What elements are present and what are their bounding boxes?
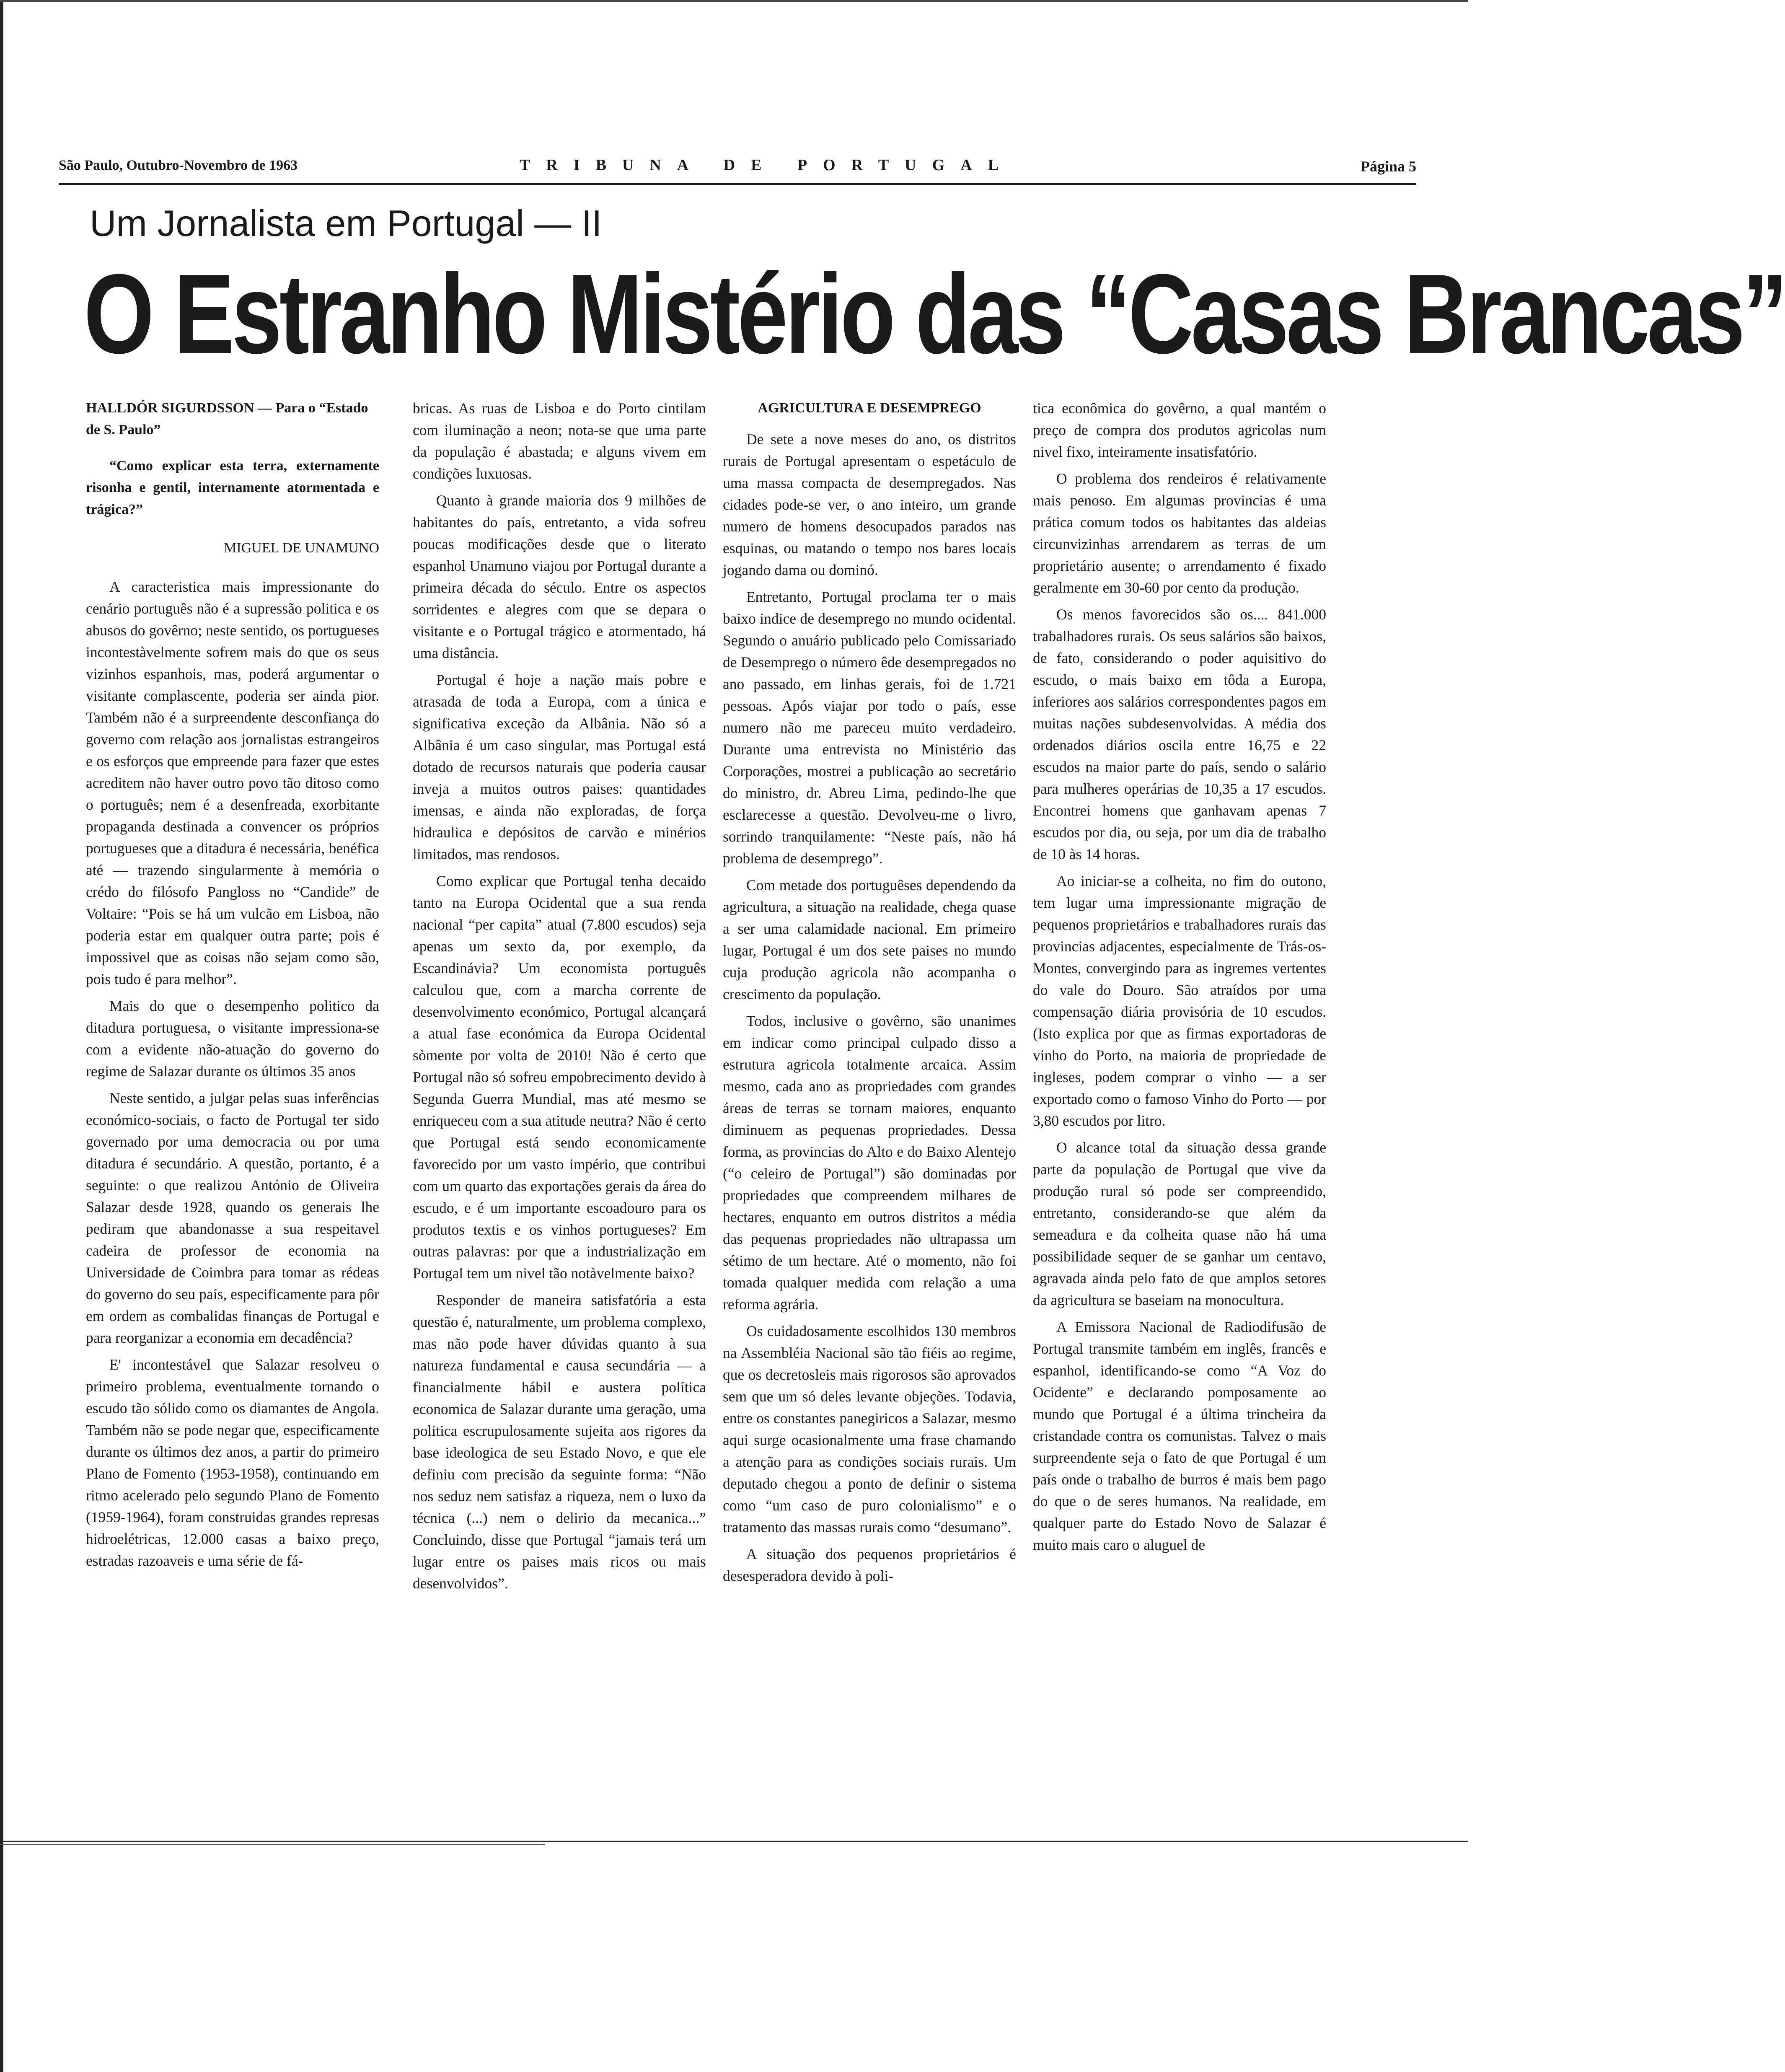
paragraph: A Emissora Nacional de Radiodifusão de Portugal transmite também em inglês, francês e espanhol, identificando-se como “A Voz do Ocidente” e declarando pomposamente ao mundo que Portugal é a última trincheira da cristandade contra os comunistas. Talvez o mais surpreendente seja o fato de que Portugal é um país onde o trabalho de burros é mais bem pago do que o de seres humanos. Na realidade, em qualquer parte do Estado Novo de Salazar é muito mais caro o aluguel de bbox=[1033, 1318, 1326, 1553]
column-2 bbox=[413, 397, 706, 1594]
article-body bbox=[86, 397, 1364, 1780]
paragraph: Com metade dos portuguêses dependendo da agricultura, a situação na realidade, chega quase a ser uma calamidade nacional. Em primeiro lugar, Portugal é um dos sete paises no mundo cuja produção agricola não acompanha o crescimento da população. bbox=[723, 877, 1016, 1002]
paragraph: A caracteristica mais impressionante do cenário português não é a supressão politica e os abusos do govêrno; neste sentido, os portugueses incontestàvelmente sofrem mais do que os seus vizinhos espanhois, mas, poderá argumentar o visitante complascente, poderia ser ainda pior. Também não é a surpreendente desconfiança do governo com relação aos jornalistas estrangeiros e os esforços que empreende para fazer que estes acreditem não haver outro povo tão ditoso como o português; nem é a desenfreada, exorbitante propaganda destinada a convencer os próprios portugueses que a ditadura é necessária, benéfica até — trazendo singularmente à memória o crédo do filósofo Pangloss no “Candide” de Voltaire: “Pois se há um vulcão em Lisboa, não poderia estar em qualquer outra parte; pois é impossivel que as coisas não sejam como são, pois tudo é para melhor”. bbox=[86, 578, 379, 987]
paragraph: bricas. As ruas de Lisboa e do Porto cintilam com iluminação a neon; nota-se que uma parte da população é abastada; e alguns vivem em condições luxuosas. bbox=[413, 400, 706, 482]
epigraph-author: MIGUEL DE UNAMUNO bbox=[224, 540, 379, 556]
newspaper-name: TRIBUNA DE PORTUGAL bbox=[520, 156, 1014, 174]
paragraph: Responder de maneira satisfatória a esta questão é, naturalmente, um problema complexo, mas não pode haver dúvidas quanto à sua natureza fundamental e causa secundária — a financialmente hábil e austera política economica de Salazar durante uma geração, uma politica escrupulosamente sujeita aos rigores da base ideologica de seu Estado Novo, e que ele definiu com precisão da seguinte forma: “Não nos seduz nem satisfaz a riqueza, nem o luxo da técnica (...) nem o delirio da mecanica...” Concluindo, disse que Portugal “jamais terá um lugar entre os paises mais ricos ou mais desenvolvidos”. bbox=[413, 1292, 706, 1592]
column-1 bbox=[86, 397, 379, 1572]
header-rule bbox=[59, 183, 1416, 185]
running-head bbox=[59, 154, 1416, 179]
dateline: São Paulo, Outubro-Novembro de 1963 bbox=[59, 158, 298, 173]
paragraph: Entretanto, Portugal proclama ter o mais baixo indice de desemprego no mundo ocidental. Segundo o anuário publicado pelo Comissariado de Desemprego o número êde desempregados no ano passado, em linhas gerais, foi de 1.721 pessoas. Após viajar por todo o país, esse numero não me pareceu muito verdadeiro. Durante uma entrevista no Ministério das Corporações, mostrei a publicação ao secretário do ministro, dr. Abreu Lima, pedindo-lhe que esclarecesse a questão. Devolveu-me o livro, sorrindo tranquilamente: “Neste país, não há problema de desemprego”. bbox=[723, 588, 1016, 867]
footer-rule-secondary bbox=[0, 1844, 545, 1845]
column-4 bbox=[1033, 397, 1326, 1556]
paragraph: O alcance total da situação dessa grande parte da população de Portugal que vive da produção rural só pode ser compreendido, entretanto, considerando-se que além da semeadura e da colheita quase não há uma possibilidade sequer de se ganhar um centavo, agravada ainda pelo fato de que amplos setores da agricultura se baseiam na monocultura. bbox=[1033, 1139, 1326, 1308]
paragraph: Mais do que o desempenho politico da ditadura portuguesa, o visitante impressiona-se com a evidente não-atuação do governo do regime de Salazar durante os últimos 35 anos bbox=[86, 997, 379, 1080]
byline: HALLDÓR SIGURDSSON — Para o “Estado de S. Paulo” bbox=[86, 400, 368, 438]
paragraph: Portugal é hoje a nação mais pobre e atrasada de toda a Europa, com a única e significativa exceção da Albânia. Não só a Albânia é um caso singular, mas Portugal está dotado de recursos naturais que poderia causar inveja a muitos outros paises: quantidades imensas, e ainda não exploradas, de força hidraulica e depósitos de carvão e minérios limitados, mas rendosos. bbox=[413, 671, 706, 862]
article-kicker: Um Jornalista em Portugal — II bbox=[90, 202, 602, 244]
paragraph: E' incontestável que Salazar resolveu o primeiro problema, eventualmente tornando o escudo tão sólido como os diamantes de Angola. Também não se pode negar que, especificamente durante os últimos dez anos, a partir do primeiro Plano de Fomento (1953-1958), continuando em ritmo acelerado pelo segundo Plano de Fomento (1959-1964), foram construidas grandes represas hidroelétricas, 12.000 casas a baixo preço, estradas razoaveis e uma série de fá- bbox=[86, 1356, 379, 1569]
paragraph: Quanto à grande maioria dos 9 milhões de habitantes do país, entretanto, a vida sofreu poucas modificações desde que o literato espanhol Unamuno viajou por Portugal durante a primeira década do século. Entre os aspectos sorridentes e alegres com que se depara o visitante e o Portugal trágico e atormentado, há uma distância. bbox=[413, 492, 706, 661]
paragraph: A situação dos pequenos proprietários é desesperadora devido à poli- bbox=[723, 1546, 1016, 1584]
paragraph: Todos, inclusive o govêrno, são unanimes em indicar como principal culpado disso a estrutura agricola totalmente arcaica. Assim mesmo, cada ano as propriedades com grandes áreas de terras se tornam maiores, enquanto diminuem as pequenas propriedades. Dessa forma, as provincias do Alto e do Baixo Alentejo (“o celeiro de Portugal”) são dominadas por propriedades que compreendem milhares de hectares, enquanto em outros distritos a média das pequenas propriedades não ultrapassa um sétimo de um hectare. Até o momento, não foi tomada qualquer medida com relação a uma reforma agrária. bbox=[723, 1013, 1016, 1313]
paragraph: Os menos favorecidos são os.... 841.000 trabalhadores rurais. Os seus salários são baixos, de fato, considerando o poder aquisitivo do escudo, o mais baixo em tôda a Europa, inferiores aos salários correspondentes pagos em muitas nações subdesenvolvidas. A média dos ordenados diários oscila entre 16,75 e 22 escudos na maior parte do país, sendo o salário para mulheres operárias de 10,35 a 17 escudos. Encontrei homens que ganhavam apenas 7 escudos por dia, ou seja, por um dia de trabalho de 10 às 14 horas. bbox=[1033, 606, 1326, 862]
paragraph: Neste sentido, a julgar pelas suas inferências económico-sociais, o facto de Portugal ter sido governado por uma democracia ou por uma ditadura é secundário. A questão, portanto, é a seguinte: o que realizou António de Oliveira Salazar desde 1928, quando os generais lhe pediram que abandonasse a sua respeitavel cadeira de professor de economia na Universidade de Coimbra para tomar as rédeas do governo do seu país, especificamente para pôr em ordem as combalidas finanças de Portugal e para reorganizar a economia em decadência? bbox=[86, 1090, 379, 1346]
footer-rule bbox=[0, 1841, 1468, 1842]
section-subhead: AGRICULTURA E DESEMPREGO bbox=[758, 400, 981, 416]
paragraph: De sete a nove meses do ano, os distritos rurais de Portugal apresentam o espetáculo de uma massa compacta de desempregados. Nas cidades pode-se ver, o ano inteiro, um grande numero de homens desocupados parados nas esquinas, ou matando o tempo nos bares locais jogando dama ou dominó. bbox=[723, 431, 1016, 578]
scan-edge-top bbox=[0, 0, 1468, 2]
paragraph: Ao iniciar-se a colheita, no fim do outono, tem lugar uma impressionante migração de pequenos proprietários e trabalhadores rurais das provincias adjacentes, especialmente de Trás-os-Montes, convergindo para as ingremes vertentes do vale do Douro. São atraídos por uma compensação diária provisória de 10 escudos. (Isto explica por que as firmas exportadoras de vinho do Porto, na maioria de propriedade de ingleses, podem comprar o vinho — a ser exportado como o famoso Vinho do Porto — por 3,80 escudos por litro. bbox=[1033, 873, 1326, 1129]
page-number: Página 5 bbox=[1360, 158, 1416, 175]
paragraph: Os cuidadosamente escolhidos 130 membros na Assembléia Nacional são tão fiéis ao regime, que os decretosleis mais rigorosos são aprovados sem que um só deles levante objeções. Todavia, entre os constantes panegiricos a Salazar, mesmo aqui surge ocasionalmente uma frase chamando a atenção para as condições sociais rurais. Um deputado chegou a ponto de definir o sistema como “um caso de puro colonialismo” e o tratamento das massas rurais como “desumano”. bbox=[723, 1323, 1016, 1536]
article-headline: O Estranho Mistério das “Casas Brancas” bbox=[84, 251, 1785, 377]
paragraph: Como explicar que Portugal tenha decaido tanto na Europa Ocidental que a sua renda nacional “per capita” atual (7.800 escudos) seja apenas um sexto da, por exemplo, da Escandinávia? Um economista português calculou que, com a marcha corrente de desenvolvimento económico, Portugal alcançará a atual fase económica da Europa Ocidental sòmente por volta de 2010! Não é certo que Portugal não só sofreu empobrecimento devido à Segunda Guerra Mundial, mas até mesmo se enriqueceu com a sua atitude neutra? Não é certo que Portugal está sendo economicamente favorecido por um vasto império, que contribui com um quarto das exportações gerais da área do escudo, e é um importante escoadouro para os produtos textis e os vinhos portugueses? Em outras palavras: por que a industrialização em Portugal tem um nivel tão notàvelmente baixo? bbox=[413, 873, 706, 1282]
paragraph: tica econômica do govêrno, a qual mantém o preço de compra dos produtos agricolas num nivel fixo, inteiramente insatisfatório. bbox=[1033, 400, 1326, 460]
column-3 bbox=[723, 397, 1016, 1587]
scan-edge bbox=[0, 0, 3, 2072]
paragraph: O problema dos rendeiros é relativamente mais penoso. Em algumas provincias é uma prática comum todos os habitantes das aldeias circunvizinhas arrendarem as terras de um proprietário ausente; o arrendamento é fixado geralmente em 30-60 por cento da produção. bbox=[1033, 470, 1326, 596]
epigraph: “Como explicar esta terra, externamente risonha e gentil, internamente atormentada e trágica?” bbox=[86, 458, 379, 517]
